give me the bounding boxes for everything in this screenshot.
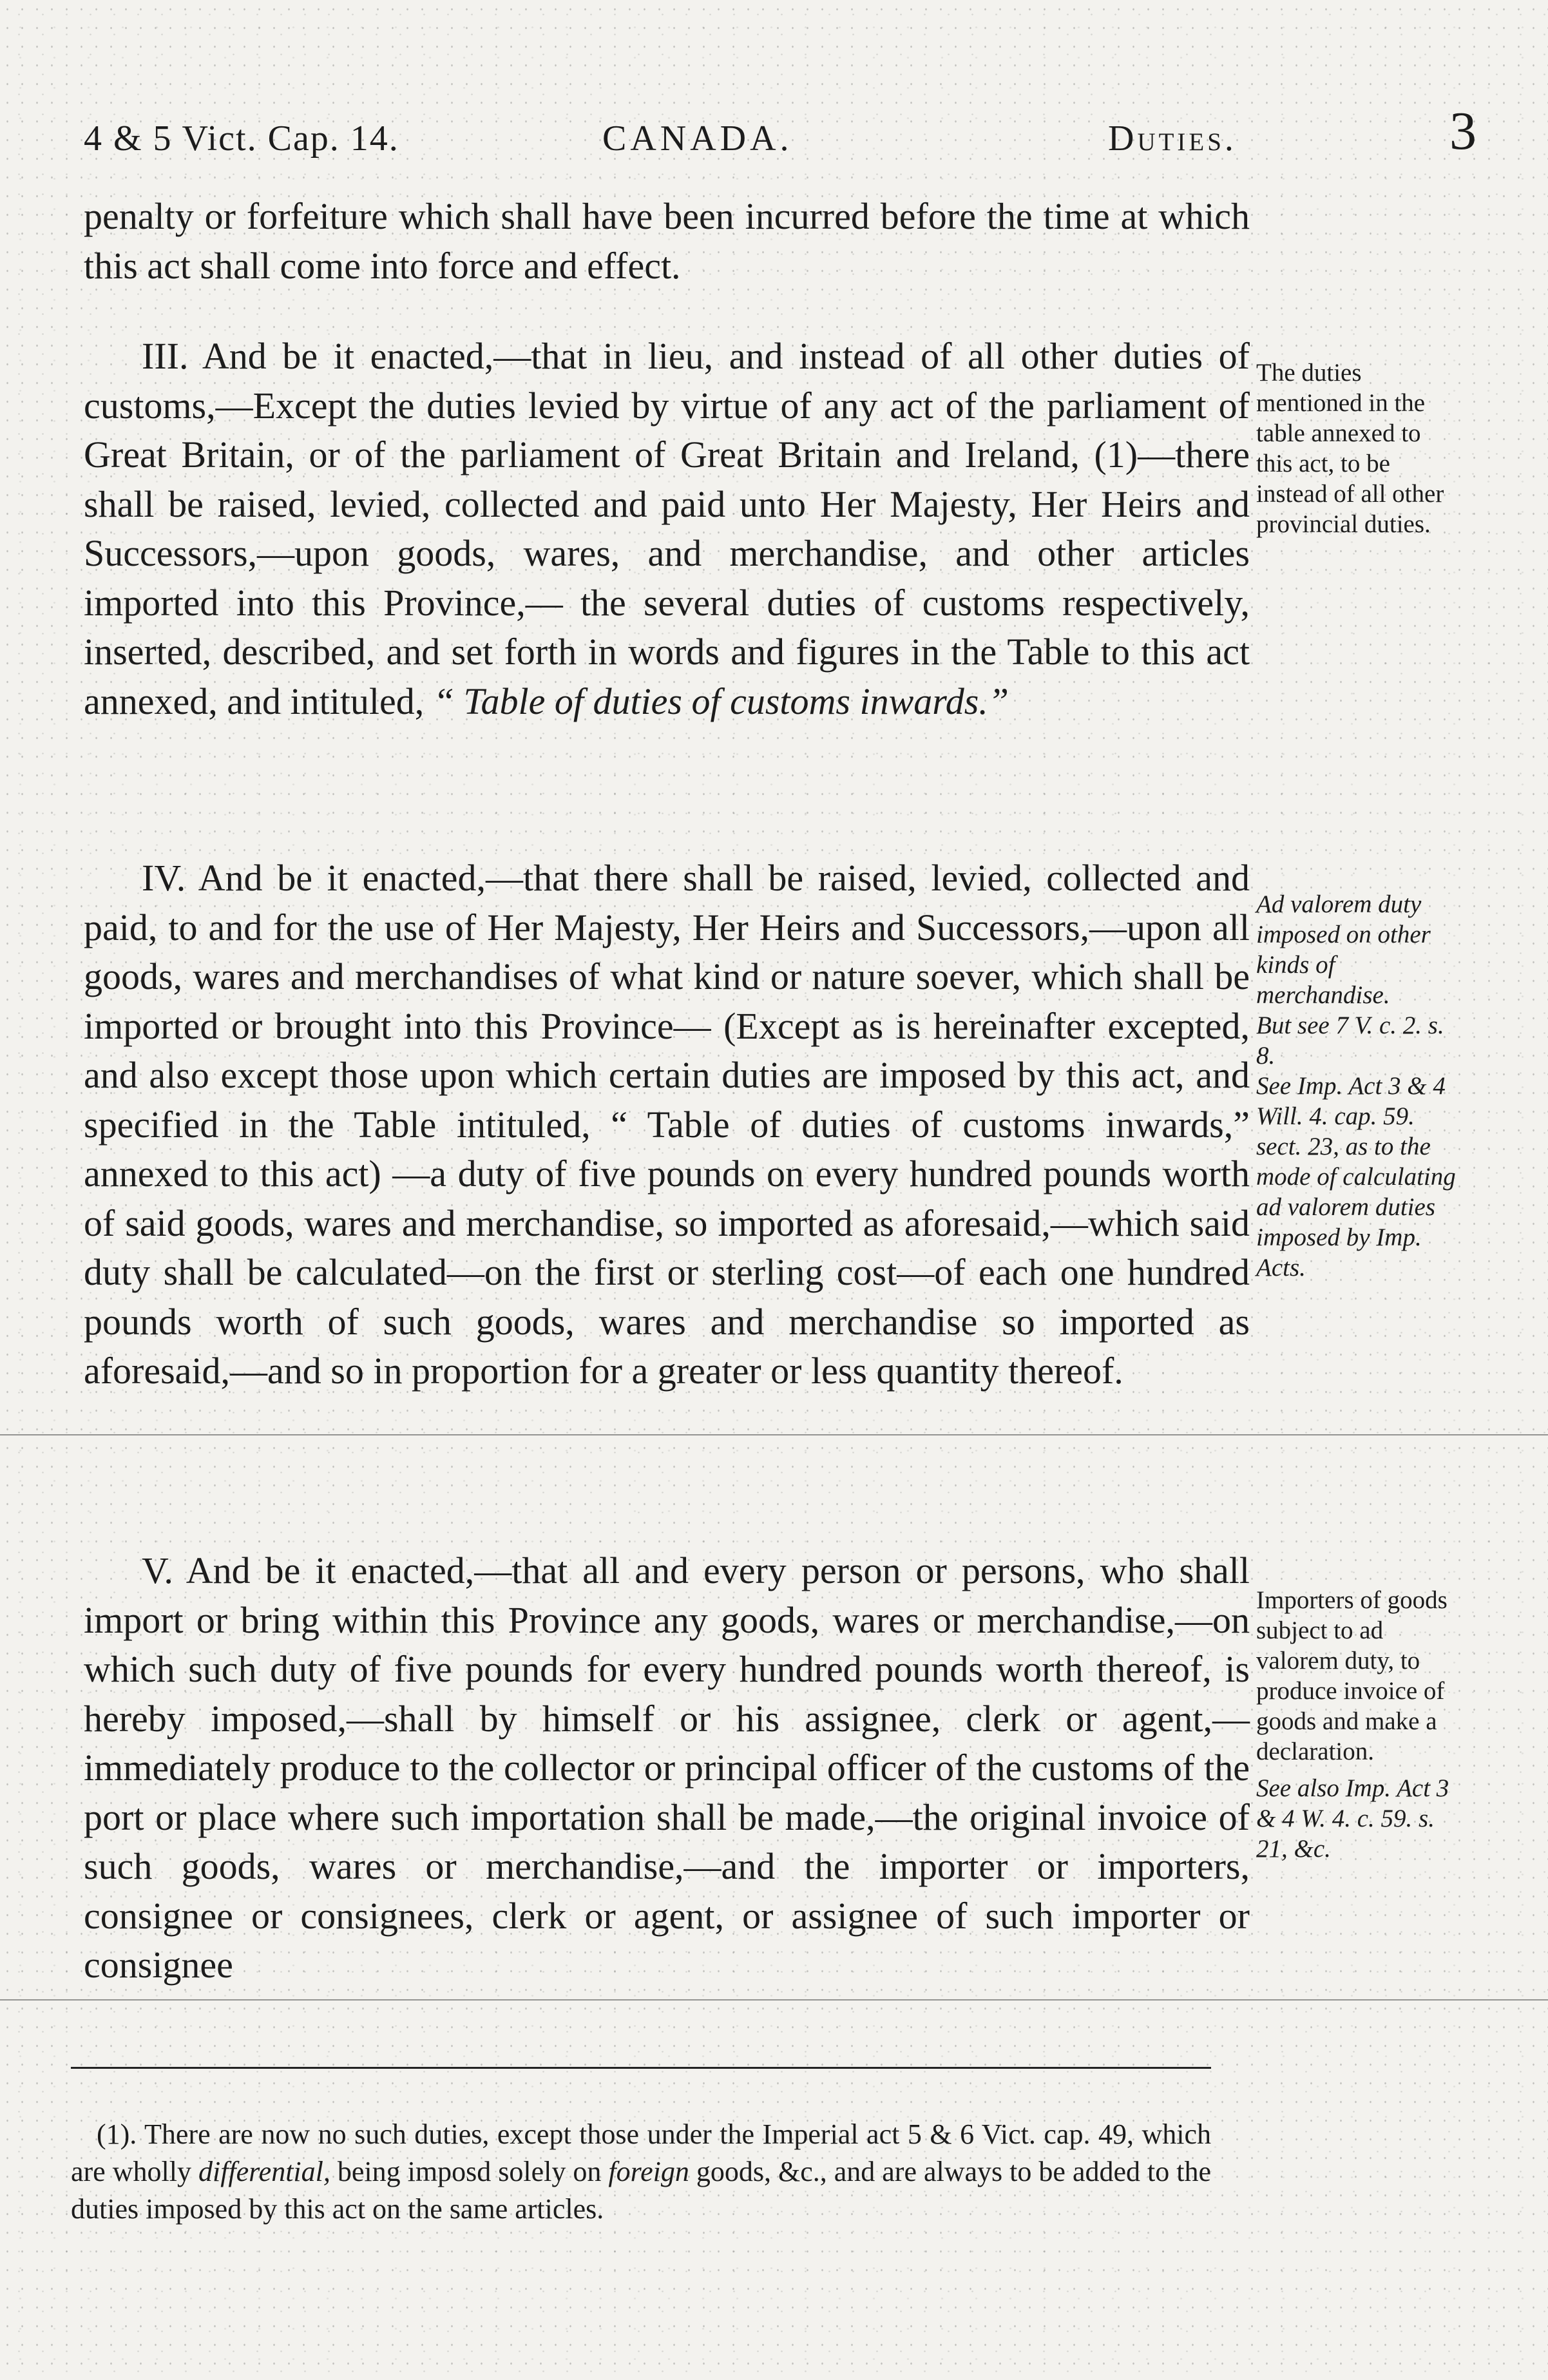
margin-note-section-4 (1256, 889, 1462, 1283)
footnote (71, 2116, 1211, 2228)
footnote-part-2: being imposd solely on (330, 2156, 609, 2187)
section-3-paragraph (84, 332, 1250, 726)
section-3-table-title: “ Table of duties of customs inwards.” (433, 680, 1009, 722)
margin-note-section-5 (1256, 1585, 1462, 1864)
act-reference: 4 & 5 Vict. Cap. 14. (84, 119, 399, 158)
header-title: CANADA. (602, 119, 793, 158)
margin-note-section-3: The duties mentioned in the table annexed to this act, to be instead of all other provincial duties. (1256, 359, 1444, 538)
continuation-paragraph: penalty or forfeiture which shall have been incurred before the time at which this act shall come into force and effect. (84, 195, 1250, 287)
margin-note-5-ref: See also Imp. Act 3 & 4 W. 4. c. 59. s. 21, &c. (1256, 1774, 1449, 1863)
margin-note-4-ref-2: See Imp. Act 3 & 4 Will. 4. cap. 59. sect. 23, as to the mode of calculating ad valorem duties imposed by Imp. Acts. (1256, 1072, 1456, 1281)
margin-note-4-ref-1: But see 7 V. c. 2. s. 8. (1256, 1012, 1444, 1070)
footnote-italic-1: differential, (198, 2156, 330, 2187)
header-subject: Duties. (1108, 119, 1237, 158)
margin-note-5-gap (1256, 1767, 1462, 1773)
section-4-paragraph: IV. And be it enacted,—that there shall be raised, levied, collected and paid, to and for the use of Her Majesty, Her Heirs and Successors,—upon all goods, wares and merchandises of what kind or nature soever, which shall be imported or brought into this Province— (Except as is hereinafter excepted, and also except those upon which certain duties are imposed by this act, and specified in the Table intituled, “ Table of duties of customs inwards,” annexed to this act) —a duty of five pounds on every hundred pounds worth of said goods, wares and merchandise, so imported as aforesaid,—which said duty shall be calculated—on the first or sterling cost—of each one hundred pounds worth of such goods, wares and merchandise so imported as aforesaid,—and so in proportion for a greater or less quantity thereof. (84, 857, 1250, 1392)
footnote-part-1: (1). There are now no such duties, except those under the Imperial act 5 & 6 Vict. cap. 49, which are wholly (71, 2118, 1211, 2187)
section-3-text: III. And be it enacted,—that in lieu, and instead of all other duties of customs,—Except the duties levied by virtue of any act of the parliament of Great Britain, or of the parliament of Great Britain and Ireland, (1)—there shall be raised, levied, collected and paid unto Her Majesty, Her Heirs and Successors,—upon goods, wares, and merchandise, and other articles imported into this Province,— the several duties of customs respectively, inserted, described, and set forth in words and figures in the Table to this act annexed, and intituled, (84, 335, 1250, 722)
footnote-italic-2: foreign (608, 2156, 689, 2187)
page-number: 3 (1449, 101, 1476, 161)
footnote-divider (71, 2067, 1211, 2069)
scan-line-2 (0, 1999, 1548, 2001)
margin-note-5-main: Importers of goods subject to ad valorem duty, to produce invoice of goods and make a declaration. (1256, 1586, 1448, 1765)
running-header (84, 101, 1520, 169)
section-5-paragraph: V. And be it enacted,—that all and every person or persons, who shall import or bring within this Province any goods, wares or merchandise,—on which such duty of five pounds for every hundred pounds worth thereof, is hereby imposed,—shall by himself or his assignee, clerk or agent,—immediately produce to the collector or principal officer of the customs of the port or place where such importation shall be made,—the original invoice of such goods, wares or merchandise,—and the importer or importers, consignee or consignees, clerk or agent, or assignee of such importer or consignee (84, 1550, 1250, 1986)
scan-line-1 (0, 1434, 1548, 1435)
margin-note-4-main: Ad valorem duty imposed on other kinds of merchandise. (1256, 890, 1431, 1009)
footnote-part-3: goods, &c., and are always to be added to the duties imposed by this act on the same articles. (71, 2156, 1212, 2225)
